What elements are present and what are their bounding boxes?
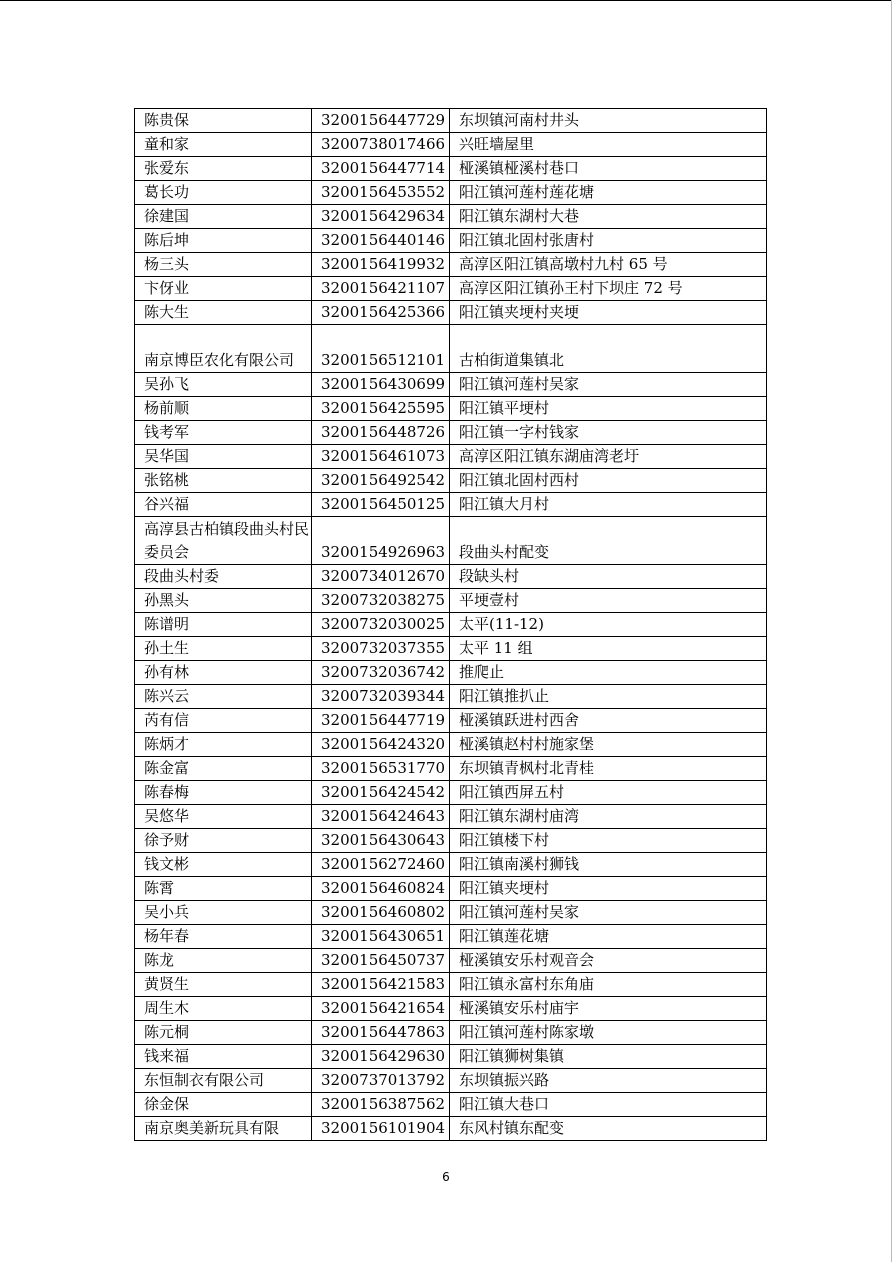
address-cell: 阳江镇推扒止 [450,685,767,709]
address-cell: 东坝镇振兴路 [450,1069,767,1093]
table-row [135,493,767,517]
account-id-cell: 3200156448726 [312,421,450,445]
account-id-cell: 3200156429634 [312,205,450,229]
name-cell: 陈金富 [135,757,312,781]
table-row [135,469,767,493]
table-row [135,445,767,469]
name-cell: 陈龙 [135,949,312,973]
name-cell: 黄贤生 [135,973,312,997]
name-cell: 陈大生 [135,301,312,325]
table-row [135,205,767,229]
name-cell: 段曲头村委 [135,565,312,589]
name-cell: 童和家 [135,133,312,157]
records-table-body [135,109,767,1141]
table-row [135,517,767,565]
address-cell: 推爬止 [450,661,767,685]
name-cell: 杨三头 [135,253,312,277]
address-cell: 阳江镇莲花塘 [450,925,767,949]
account-id-cell: 3200156424542 [312,781,450,805]
table-row [135,805,767,829]
name-cell: 陈兴云 [135,685,312,709]
address-cell: 阳江镇河莲村莲花塘 [450,181,767,205]
table-row [135,1021,767,1045]
address-cell: 阳江镇河莲村吴家 [450,373,767,397]
address-cell: 高淳区阳江镇高墩村九村 65 号 [450,253,767,277]
address-cell: 段曲头村配变 [450,517,767,565]
account-id-cell: 3200156430651 [312,925,450,949]
account-id-cell: 3200156429630 [312,1045,450,1069]
account-id-cell: 3200732037355 [312,637,450,661]
address-cell: 阳江镇西屏五村 [450,781,767,805]
table-row [135,133,767,157]
name-cell: 葛长功 [135,181,312,205]
name-cell: 吴孙飞 [135,373,312,397]
address-cell: 东风村镇东配变 [450,1117,767,1141]
table-row [135,661,767,685]
name-cell: 孙黑头 [135,589,312,613]
table-row [135,1045,767,1069]
account-id-cell: 3200156460824 [312,877,450,901]
account-id-cell: 3200156101904 [312,1117,450,1141]
address-cell: 阳江镇楼下村 [450,829,767,853]
account-id-cell: 3200156450737 [312,949,450,973]
name-cell: 张铭桃 [135,469,312,493]
account-id-cell: 3200156424320 [312,733,450,757]
name-cell: 钱考军 [135,421,312,445]
account-id-cell: 3200156453552 [312,181,450,205]
table-row [135,709,767,733]
table-row [135,397,767,421]
table-row [135,949,767,973]
address-cell: 东坝镇青枫村北青桂 [450,757,767,781]
address-cell: 古柏街道集镇北 [450,325,767,373]
table-row [135,757,767,781]
address-cell: 桠溪镇安乐村庙宇 [450,997,767,1021]
name-cell: 高淳县古柏镇段曲头村民委员会 [135,517,312,565]
account-id-cell: 3200156450125 [312,493,450,517]
table-row [135,565,767,589]
table-row [135,829,767,853]
address-cell: 阳江镇永富村东角庙 [450,973,767,997]
account-id-cell: 3200156430699 [312,373,450,397]
account-id-cell: 3200732030025 [312,613,450,637]
account-id-cell: 3200732039344 [312,685,450,709]
table-row [135,973,767,997]
address-cell: 兴旺墙屋里 [450,133,767,157]
account-id-cell: 3200734012670 [312,565,450,589]
name-cell: 陈春梅 [135,781,312,805]
account-id-cell: 3200156440146 [312,229,450,253]
table-row [135,853,767,877]
address-cell: 东坝镇河南村井头 [450,109,767,133]
page-number: 6 [442,1170,450,1184]
table-row [135,733,767,757]
address-cell: 阳江镇平埂村 [450,397,767,421]
name-cell: 张爱东 [135,157,312,181]
name-cell: 东恒制衣有限公司 [135,1069,312,1093]
account-id-cell: 3200156447719 [312,709,450,733]
name-cell: 陈后坤 [135,229,312,253]
table-row [135,109,767,133]
account-id-cell: 3200156424643 [312,805,450,829]
name-cell: 钱文彬 [135,853,312,877]
table-row [135,877,767,901]
address-cell: 阳江镇东湖村庙湾 [450,805,767,829]
name-cell: 南京博臣农化有限公司 [135,325,312,373]
name-cell: 陈霄 [135,877,312,901]
address-cell: 段缺头村 [450,565,767,589]
address-cell: 高淳区阳江镇孙王村下坝庄 72 号 [450,277,767,301]
account-id-cell: 3200156461073 [312,445,450,469]
address-cell: 阳江镇北固村张唐村 [450,229,767,253]
address-cell: 阳江镇狮树集镇 [450,1045,767,1069]
name-cell: 孙土生 [135,637,312,661]
address-cell: 阳江镇大巷口 [450,1093,767,1117]
address-cell: 桠溪镇跃进村西舍 [450,709,767,733]
account-id-cell: 3200156460802 [312,901,450,925]
name-cell: 陈谱明 [135,613,312,637]
account-id-cell: 3200156421107 [312,277,450,301]
name-cell: 杨前顺 [135,397,312,421]
name-cell: 卞伢业 [135,277,312,301]
table-row [135,181,767,205]
name-cell: 陈炳才 [135,733,312,757]
table-row [135,373,767,397]
address-cell: 阳江镇大月村 [450,493,767,517]
address-cell: 阳江镇河莲村陈家墩 [450,1021,767,1045]
name-cell: 徐予财 [135,829,312,853]
table-row [135,781,767,805]
address-cell: 平埂壹村 [450,589,767,613]
account-id-cell: 3200156492542 [312,469,450,493]
address-cell: 太平 11 组 [450,637,767,661]
table-row [135,925,767,949]
address-cell: 阳江镇北固村西村 [450,469,767,493]
table-row [135,1069,767,1093]
account-id-cell: 3200156387562 [312,1093,450,1117]
account-id-cell: 3200156531770 [312,757,450,781]
name-cell: 谷兴福 [135,493,312,517]
address-cell: 桠溪镇桠溪村巷口 [450,157,767,181]
name-cell: 南京奥美新玩具有限 [135,1117,312,1141]
table-row [135,1093,767,1117]
name-cell: 芮有信 [135,709,312,733]
address-cell: 阳江镇南溪村狮钱 [450,853,767,877]
address-cell: 阳江镇东湖村大巷 [450,205,767,229]
table-row [135,685,767,709]
table-row [135,637,767,661]
account-id-cell: 3200156272460 [312,853,450,877]
account-id-cell: 3200156447714 [312,157,450,181]
address-cell: 高淳区阳江镇东湖庙湾老圩 [450,445,767,469]
table-row [135,157,767,181]
page-top-border [0,0,892,1]
account-id-cell: 3200156425595 [312,397,450,421]
name-cell: 陈元桐 [135,1021,312,1045]
table-row [135,301,767,325]
table-row [135,421,767,445]
address-cell: 阳江镇一字村钱家 [450,421,767,445]
table-row [135,253,767,277]
account-id-cell: 3200156447729 [312,109,450,133]
address-cell: 太平(11-12) [450,613,767,637]
address-cell: 桠溪镇赵村村施家堡 [450,733,767,757]
account-id-cell: 3200156419932 [312,253,450,277]
account-id-cell: 3200156430643 [312,829,450,853]
address-cell: 阳江镇夹埂村 [450,877,767,901]
account-id-cell: 3200156421654 [312,997,450,1021]
table-row [135,277,767,301]
account-id-cell: 3200732038275 [312,589,450,613]
name-cell: 钱来福 [135,1045,312,1069]
table-row [135,613,767,637]
name-cell: 吴悠华 [135,805,312,829]
table-row [135,901,767,925]
name-cell: 陈贵保 [135,109,312,133]
account-id-cell: 3200156425366 [312,301,450,325]
address-cell: 阳江镇夹埂村夹埂 [450,301,767,325]
name-cell: 杨年春 [135,925,312,949]
records-table [134,108,767,1141]
address-cell: 阳江镇河莲村吴家 [450,901,767,925]
table-row [135,1117,767,1141]
table-row [135,229,767,253]
account-id-cell: 3200737013792 [312,1069,450,1093]
name-cell: 周生木 [135,997,312,1021]
name-cell: 孙有林 [135,661,312,685]
name-cell: 吴华国 [135,445,312,469]
account-id-cell: 3200154926963 [312,517,450,565]
table-row [135,589,767,613]
name-cell: 徐金保 [135,1093,312,1117]
name-cell: 吴小兵 [135,901,312,925]
account-id-cell: 3200732036742 [312,661,450,685]
name-cell: 徐建国 [135,205,312,229]
table-row [135,997,767,1021]
table-row [135,325,767,373]
address-cell: 桠溪镇安乐村观音会 [450,949,767,973]
account-id-cell: 3200156447863 [312,1021,450,1045]
account-id-cell: 3200156421583 [312,973,450,997]
account-id-cell: 3200738017466 [312,133,450,157]
account-id-cell: 3200156512101 [312,325,450,373]
